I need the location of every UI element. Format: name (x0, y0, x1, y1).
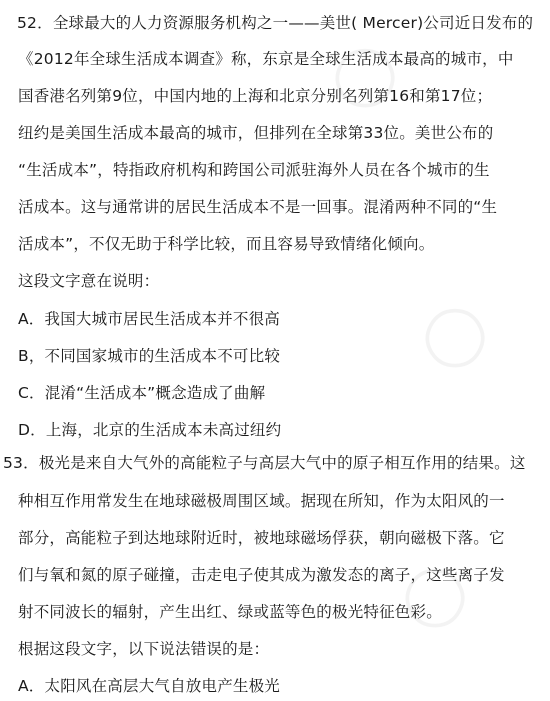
question-53-stem-line: 们与氧和氮的原子碰撞，击走电子使其成为激发态的离子，这些离子发 (18, 566, 505, 584)
question-53-stem-line: 53．极光是来自大气外的高能粒子与高层大气中的原子相互作用的结果。这 (3, 454, 526, 472)
question-53-stem-line: 部分，高能粒子到达地球附近时，被地球磁场俘获，朝向磁极下落。它 (18, 529, 505, 547)
question-52-stem-line: 《2012年全球生活成本调查》称，东京是全球生活成本最高的城市，中 (18, 50, 514, 68)
question-52-option-b: B，不同国家城市的生活成本不可比较 (18, 347, 281, 365)
question-52-stem-line: 国香港名列第9位，中国内地的上海和北京分别名列第16和第17位； (18, 87, 493, 105)
question-53-stem-line: 射不同波长的辐射，产生出红、绿或蓝等色的极光特征色彩。 (18, 603, 442, 621)
question-52-stem-line: 纽约是美国生活成本最高的城市，但排列在全球第33位。美世公布的 (18, 124, 494, 142)
watermark: ◯ (386, 547, 479, 641)
question-53-prompt: 根据这段文字，以下说法错误的是： (18, 640, 270, 658)
question-52-option-a: A．我国大城市居民生活成本并不很高 (18, 310, 281, 328)
question-53-option-a: A．太阳风在高层大气自放电产生极光 (18, 677, 281, 695)
question-52-option-d: D．上海，北京的生活成本未高过纽约 (18, 421, 282, 439)
question-52-prompt: 这段文字意在说明： (18, 272, 160, 290)
question-52-option-c: C．混淆“生活成本”概念造成了曲解 (18, 384, 266, 402)
watermark: ◯ (406, 287, 499, 381)
question-52-stem-line: “生活成本”，特指政府机构和跨国公司派驻海外人员在各个城市的生 (18, 161, 490, 179)
question-52-stem-line: 活成本。这与通常讲的居民生活成本不是一回事。混淆两种不同的“生 (18, 198, 498, 216)
watermark: ◯ (316, 27, 409, 121)
question-53-stem-line: 种相互作用常发生在地球磁极周围区域。据现在所知，作为太阳风的一 (18, 492, 505, 510)
question-52-stem-line: 52．全球最大的人力资源服务机构之一——美世( Mercer)公司近日发布的 (17, 14, 534, 32)
question-52-stem-line: 活成本”，不仅无助于科学比较，而且容易导致情绪化倾向。 (18, 235, 435, 253)
